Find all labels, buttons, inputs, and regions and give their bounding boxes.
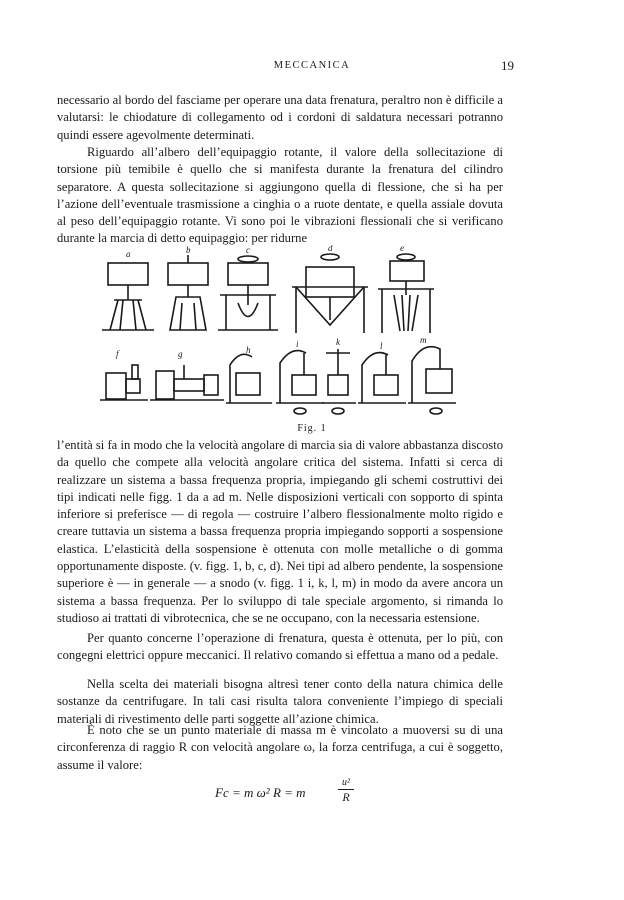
label-i: i: [296, 339, 299, 349]
paragraph-3-text: l’entità si fa in modo che la velocità angolare di marcia sia di valore abbastanza discosto da quello che compete alla velocità angolare critica del sistema. Infatti si cerca di realizzare un sistema a bassa frequenza propria, impiegando gli schemi costruttivi dei tipi indicati nelle figg. 1 da a ad m. Nelle disposizioni verticali con sopporto di spinta inferiore si preferisce — di regola — costruire l’albero flessionalmente molto rigido e creare tuttavia un sistema a bassa frequenza propria impiegando sopporti a sospensione elastica. L’elasticità della sospensione è ottenuta con molle metalliche o di gomma opportunamente disposte. (v. figg. 1, b, c, d). Nei tipi ad albero pendente, la sospensione superiore è — in generale — a snodo (v. figg. 1 i, k, l, m) in modo da avere ancora un sistema a bassa frequenza. Per lo sviluppo di tale speciale argomento, si rimanda lo studioso ai trattati di vibrotecnica, che se ne occupano, con la necessaria estensione.: [57, 438, 503, 625]
paragraph-3: [57, 437, 503, 627]
label-c: c: [246, 245, 250, 255]
paragraph-2-text: Riguardo all’albero dell’equipaggio rotante, il valore della sollecitazione di torsione più temibile è quello che si manifesta durante la frenatura del cilindro separatore. A questa sollecitazione si aggiungono quella di flessione, che si ha per l’azione dell’eventuale trasmissione a cinghia o a ruote dentate, e quella assiale dovuta al peso dell’equipaggio rotante. Vi sono poi le vibrazioni flessionali che si verificano durante la marcia di detto equipaggio: per ridurne: [57, 145, 503, 246]
scheme-k: [322, 349, 356, 414]
label-l: l: [380, 341, 383, 351]
paragraph-4: [57, 630, 503, 665]
formula-numerator: u²: [338, 776, 354, 790]
paragraph-5-text: Nella scelta dei materiali bisogna altresì tener conto della natura chimica delle sostanze da centrifugare. In tali casi risulta talora conveniente l’impiego di speciali materiali di rivestimento delle parti soggette all’azione chimica.: [57, 677, 503, 726]
label-f: f: [116, 349, 119, 359]
scheme-d: [292, 254, 368, 333]
scheme-i: [276, 351, 324, 414]
label-b: b: [186, 245, 191, 255]
formula-lhs: Fc = m ω² R = m: [215, 785, 306, 800]
page-header: [0, 58, 624, 78]
figure-1: [100, 245, 520, 425]
scheme-h: [226, 354, 272, 403]
label-e: e: [400, 245, 404, 253]
formula-denominator: R: [342, 790, 350, 804]
figure-caption: Fig. 1: [297, 423, 327, 434]
scheme-e: [378, 254, 434, 333]
scheme-b: [168, 255, 208, 330]
label-a: a: [126, 249, 131, 259]
label-g: g: [178, 349, 183, 359]
scheme-a: [102, 263, 154, 330]
paragraph-5: [57, 676, 503, 728]
formula-fraction: [338, 776, 354, 804]
label-m: m: [420, 335, 427, 345]
running-title: MECCANICA: [273, 60, 351, 71]
label-d: d: [328, 245, 333, 253]
scheme-m: [408, 347, 456, 414]
scheme-f: [100, 365, 148, 400]
paragraph-4-text: Per quanto concerne l’operazione di frenatura, questa è ottenuta, per lo più, con congegni elettrici oppure meccanici. Il relativo comando si effettua a mano od a pedale.: [57, 631, 503, 663]
centrifuge-schemes-diagram: [100, 245, 520, 425]
scheme-l: [358, 353, 406, 403]
paragraph-6: [57, 722, 503, 774]
paragraph-1-text: necessario al bordo del fasciame per operare una data frenatura, peraltro non è difficile a valutarsi: le chiodature di collegamento od i cordoni di saldatura necessari potranno quindi essere agevolmente determinati.: [57, 93, 503, 142]
scheme-c: [218, 256, 278, 330]
label-h: h: [246, 345, 251, 355]
centrifugal-force-formula: [215, 776, 415, 816]
page-number: 19: [501, 58, 514, 73]
paragraph-2: [57, 144, 503, 248]
paragraph-6-text: È noto che se un punto materiale di massa m è vincolato a muoversi su di una circonferenza di raggio R con velocità angolare ω, la forza centrifuga, a cui è soggetto, assume il valore:: [57, 723, 503, 772]
label-k: k: [336, 337, 340, 347]
scheme-g: [150, 365, 224, 400]
paragraph-1: [57, 92, 503, 144]
